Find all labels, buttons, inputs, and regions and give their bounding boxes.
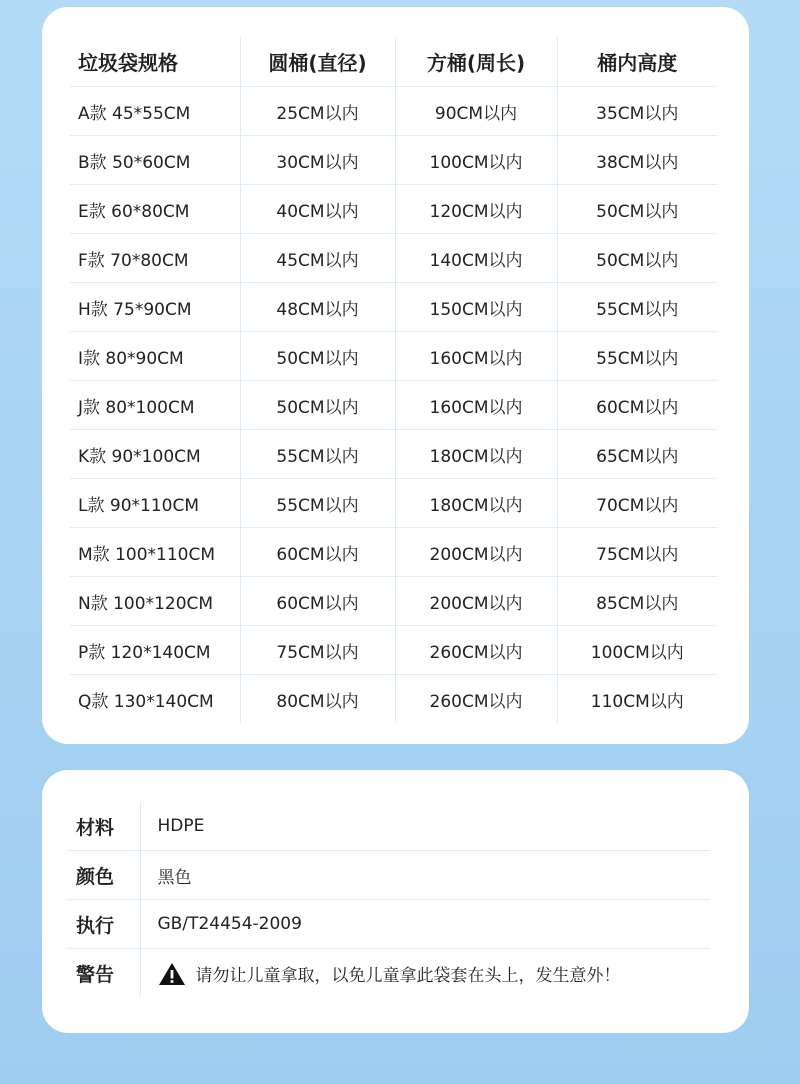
cell-bin-height: 100CM以内 xyxy=(557,626,717,675)
cell-bin-height: 65CM以内 xyxy=(557,430,717,479)
cell-bin-height: 55CM以内 xyxy=(557,283,717,332)
cell-round-diameter: 25CM以内 xyxy=(240,87,395,136)
cell-bag-size: F款 70*80CM xyxy=(70,234,240,283)
cell-round-diameter: 80CM以内 xyxy=(240,675,395,724)
cell-bin-height: 50CM以内 xyxy=(557,234,717,283)
cell-round-diameter: 60CM以内 xyxy=(240,528,395,577)
cell-round-diameter: 40CM以内 xyxy=(240,185,395,234)
cell-bag-size: H款 75*90CM xyxy=(70,283,240,332)
info-row-material xyxy=(67,802,710,851)
info-row-color xyxy=(67,851,710,900)
cell-bin-height: 75CM以内 xyxy=(557,528,717,577)
table-row xyxy=(70,381,717,430)
cell-bag-size: N款 100*120CM xyxy=(70,577,240,626)
cell-square-perimeter: 260CM以内 xyxy=(395,626,557,675)
cell-bag-size: K款 90*100CM xyxy=(70,430,240,479)
table-row xyxy=(70,675,717,724)
cell-bag-size: Q款 130*140CM xyxy=(78,691,214,712)
cell-bag-size: J款 80*100CM xyxy=(70,381,240,430)
size-spec-card xyxy=(42,7,749,744)
info-row-standard xyxy=(67,900,710,949)
cell-bag-size: A款 45*55CM xyxy=(70,87,240,136)
table-row xyxy=(70,332,717,381)
product-info-table xyxy=(67,802,710,997)
material-label: 材料 xyxy=(67,802,140,851)
cell-square-perimeter: 160CM以内 xyxy=(395,332,557,381)
header-bin-height: 桶内高度 xyxy=(557,37,717,87)
standard-value: GB/T24454-2009 xyxy=(140,900,710,949)
cell-square-perimeter: 100CM以内 xyxy=(395,136,557,185)
cell-bag-size: B款 50*60CM xyxy=(70,136,240,185)
cell-round-diameter: 48CM以内 xyxy=(240,283,395,332)
cell-bag-size: M款 100*110CM xyxy=(70,528,240,577)
info-row-warning xyxy=(67,949,710,998)
cell-bin-height: 85CM以内 xyxy=(557,577,717,626)
cell-round-diameter: 50CM以内 xyxy=(240,381,395,430)
table-row xyxy=(70,528,717,577)
cell-round-diameter: 55CM以内 xyxy=(240,430,395,479)
cell-round-diameter: 75CM以内 xyxy=(240,626,395,675)
cell-bin-height: 110CM以内 xyxy=(557,675,717,724)
cell-round-diameter: 60CM以内 xyxy=(240,577,395,626)
cell-square-perimeter: 120CM以内 xyxy=(395,185,557,234)
cell-round-diameter: 50CM以内 xyxy=(240,332,395,381)
cell-square-perimeter: 200CM以内 xyxy=(395,577,557,626)
cell-bag-size: I款 80*90CM xyxy=(70,332,240,381)
cell-bin-height: 70CM以内 xyxy=(557,479,717,528)
product-info-card xyxy=(42,770,749,1033)
cell-bin-height: 38CM以内 xyxy=(557,136,717,185)
cell-square-perimeter: 180CM以内 xyxy=(395,479,557,528)
warning-icon xyxy=(158,962,186,986)
table-row xyxy=(70,87,717,136)
table-header-row xyxy=(70,37,717,87)
cell-bin-height: 35CM以内 xyxy=(557,87,717,136)
header-square-bin-perimeter: 方桶(周长) xyxy=(395,37,557,87)
cell-bag-size: E款 60*80CM xyxy=(70,185,240,234)
standard-label: 执行 xyxy=(67,900,140,949)
cell-bag-size: P款 120*140CM xyxy=(70,626,240,675)
material-value: HDPE xyxy=(140,802,710,851)
cell-round-diameter: 55CM以内 xyxy=(240,479,395,528)
cell-square-perimeter: 150CM以内 xyxy=(395,283,557,332)
cell-round-diameter: 30CM以内 xyxy=(240,136,395,185)
cell-bin-height: 55CM以内 xyxy=(557,332,717,381)
cell-bag-size: L款 90*110CM xyxy=(70,479,240,528)
cell-bin-height: 50CM以内 xyxy=(557,185,717,234)
warning-value xyxy=(140,949,710,998)
cell-square-perimeter: 140CM以内 xyxy=(395,234,557,283)
table-row xyxy=(70,185,717,234)
cell-square-perimeter: 200CM以内 xyxy=(395,528,557,577)
color-label: 颜色 xyxy=(67,851,140,900)
header-round-bin-diameter: 圆桶(直径) xyxy=(240,37,395,87)
cell-square-perimeter: 260CM以内 xyxy=(395,675,557,724)
cell-square-perimeter: 180CM以内 xyxy=(395,430,557,479)
cell-round-diameter: 45CM以内 xyxy=(240,234,395,283)
table-row xyxy=(70,577,717,626)
table-row xyxy=(70,430,717,479)
cell-square-perimeter: 90CM以内 xyxy=(395,87,557,136)
size-spec-table xyxy=(70,37,717,723)
color-value: 黑色 xyxy=(140,851,710,900)
warning-label: 警告 xyxy=(76,963,115,986)
table-row xyxy=(70,626,717,675)
table-row xyxy=(70,136,717,185)
cell-bin-height: 60CM以内 xyxy=(557,381,717,430)
table-row xyxy=(70,234,717,283)
header-bag-size: 垃圾袋规格 xyxy=(70,37,240,87)
cell-square-perimeter: 160CM以内 xyxy=(395,381,557,430)
table-row xyxy=(70,283,717,332)
warning-text: 请勿让儿童拿取，以免儿童拿此袋套在头上，发生意外！ xyxy=(195,965,621,986)
table-row xyxy=(70,479,717,528)
